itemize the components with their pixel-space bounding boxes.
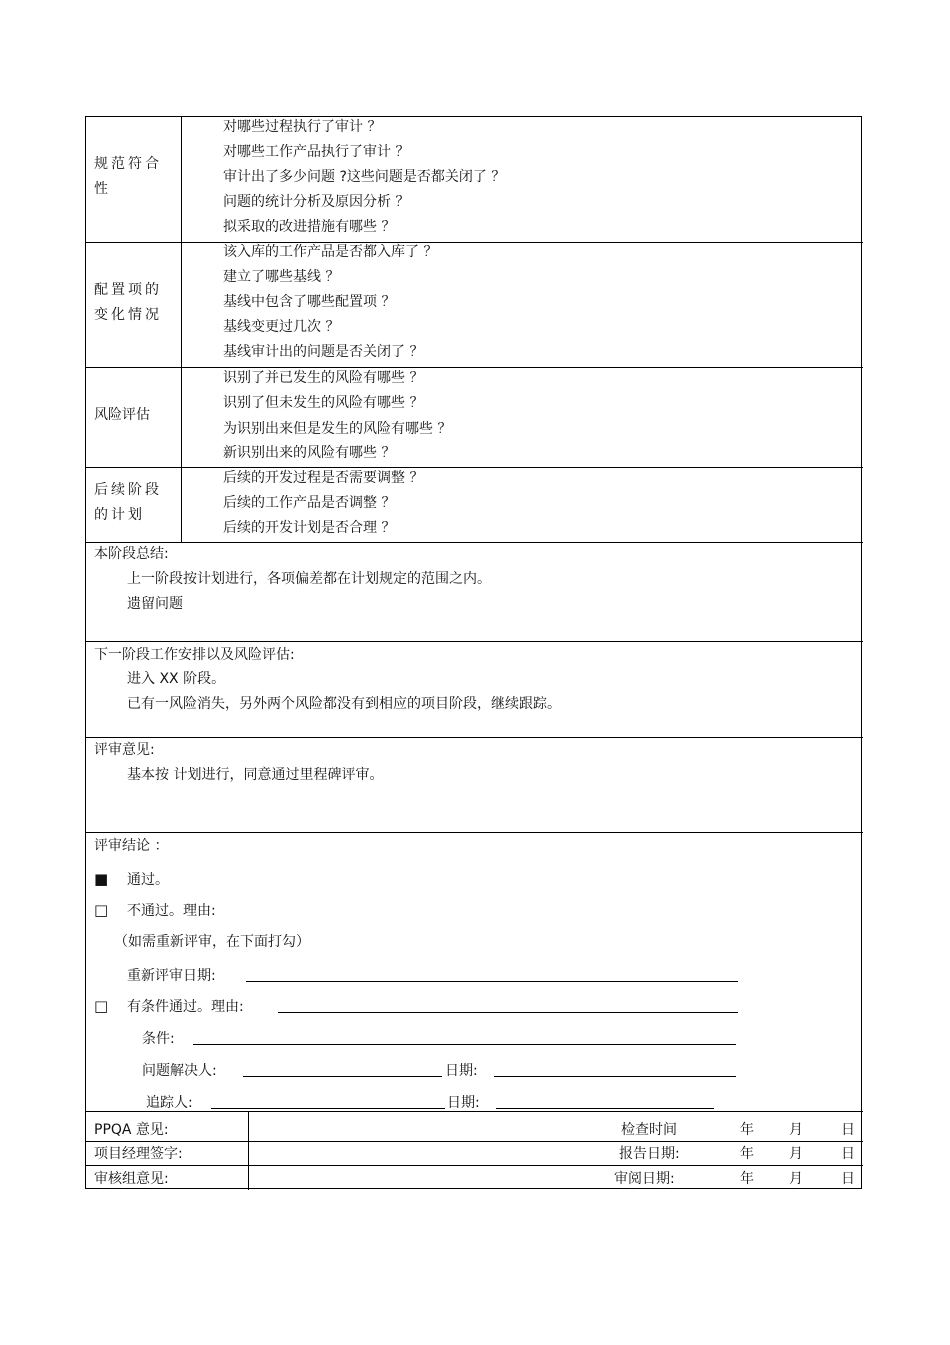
re-review-date-label: 重新评审日期: [127,968,216,984]
day-label: 日 [841,1171,855,1187]
section-item: 基线审计出的问题是否关闭了 ？ [223,344,424,360]
check-time-label: 检查时间 [621,1122,677,1138]
fail-checkbox[interactable]: □ [94,901,109,919]
section-item: 识别了但未发生的风险有哪些 ？ [223,395,424,411]
section-item: 对哪些工作产品执行了审计 ？ [223,144,410,160]
month-label: 月 [789,1171,803,1187]
year-label: 年 [740,1146,754,1162]
month-label: 月 [789,1122,803,1138]
section-label-risk: 风险评估 [94,407,150,423]
divider [86,832,863,833]
day-label: 日 [841,1146,855,1162]
section-item: 为识别出来但是发生的风险有哪些 ？ [223,421,452,437]
divider [86,542,863,543]
divider [248,1111,249,1190]
next-phase-line: 已有一风险消失，另外两个风险都没有到相应的项目阶段，继续跟踪。 [127,696,561,712]
section-label-compliance: 规范符合性 [94,156,162,197]
tracker-label: 追踪人: [146,1095,193,1111]
pass-label: 通过。 [127,872,169,888]
section-item: 基线变更过几次 ？ [223,319,340,335]
summary-title: 本阶段总结: [94,546,169,562]
section-item: 识别了并已发生的风险有哪些 ？ [223,370,424,386]
divider [86,1165,863,1166]
section-item: 基线中包含了哪些配置项 ？ [223,294,396,310]
tracker-field[interactable] [211,1108,445,1109]
divider [181,117,182,542]
tracker-date-field[interactable] [496,1108,714,1109]
section-item: 审计出了多少问题 ?这些问题是否都关闭了 ？ [223,169,506,185]
divider [86,737,863,738]
divider [86,242,863,243]
section-item: 拟采取的改进措施有哪些 ？ [223,219,396,235]
section-label-plan: 后续阶段的计划 [94,482,162,523]
section-label-config: 配置项的变化情况 [94,282,162,323]
ppqa-opinion-label: PPQA 意见: [94,1122,169,1138]
conditional-reason-field[interactable] [278,1012,738,1013]
review-form [85,116,862,1189]
pass-checkbox[interactable]: ■ [94,870,109,888]
divider [86,641,863,642]
date-label: 日期: [447,1095,480,1111]
section-item: 后续的开发计划是否合理 ？ [223,520,396,536]
next-phase-title: 下一阶段工作安排以及风险评估: [94,647,295,663]
divider [86,1111,863,1112]
summary-line: 上一阶段按计划进行，各项偏差都在计划规定的范围之内。 [127,571,491,587]
day-label: 日 [841,1122,855,1138]
section-item: 后续的开发过程是否需要调整 ？ [223,470,424,486]
re-review-note: （如需重新评审，在下面打勾） [114,934,310,950]
review-date-label: 审阅日期: [614,1171,675,1187]
divider [86,367,863,368]
summary-line: 遗留问题 [127,596,183,612]
resolver-date-field[interactable] [494,1076,736,1077]
condition-field[interactable] [193,1044,736,1045]
year-label: 年 [740,1122,754,1138]
year-label: 年 [740,1171,754,1187]
section-item: 问题的统计分析及原因分析 ？ [223,194,410,210]
fail-label: 不通过。理由: [127,903,216,919]
section-item: 建立了哪些基线 ？ [223,269,340,285]
divider [86,1141,863,1142]
condition-label: 条件: [142,1031,175,1047]
audit-group-opinion-label: 审核组意见: [94,1171,169,1187]
section-item: 对哪些过程执行了审计 ？ [223,119,382,135]
section-item: 该入库的工作产品是否都入库了 ？ [223,244,438,260]
conditional-label: 有条件通过。理由: [127,999,244,1015]
conclusion-title: 评审结论 ： [94,838,169,854]
resolver-field[interactable] [243,1076,442,1077]
section-item: 新识别出来的风险有哪些 ？ [223,445,396,461]
pm-signature-label: 项目经理签字: [94,1146,183,1162]
next-phase-line: 进入 XX 阶段。 [127,671,226,687]
section-item: 后续的工作产品是否调整 ？ [223,495,396,511]
month-label: 月 [789,1146,803,1162]
report-date-label: 报告日期: [619,1146,680,1162]
review-opinion-title: 评审意见: [94,742,155,758]
conditional-checkbox[interactable]: □ [94,997,109,1015]
date-label: 日期: [445,1063,478,1079]
re-review-date-field[interactable] [246,981,738,982]
divider [86,467,863,468]
review-opinion-line: 基本按 计划进行，同意通过里程碑评审。 [127,767,384,783]
resolver-label: 问题解决人: [142,1063,217,1079]
